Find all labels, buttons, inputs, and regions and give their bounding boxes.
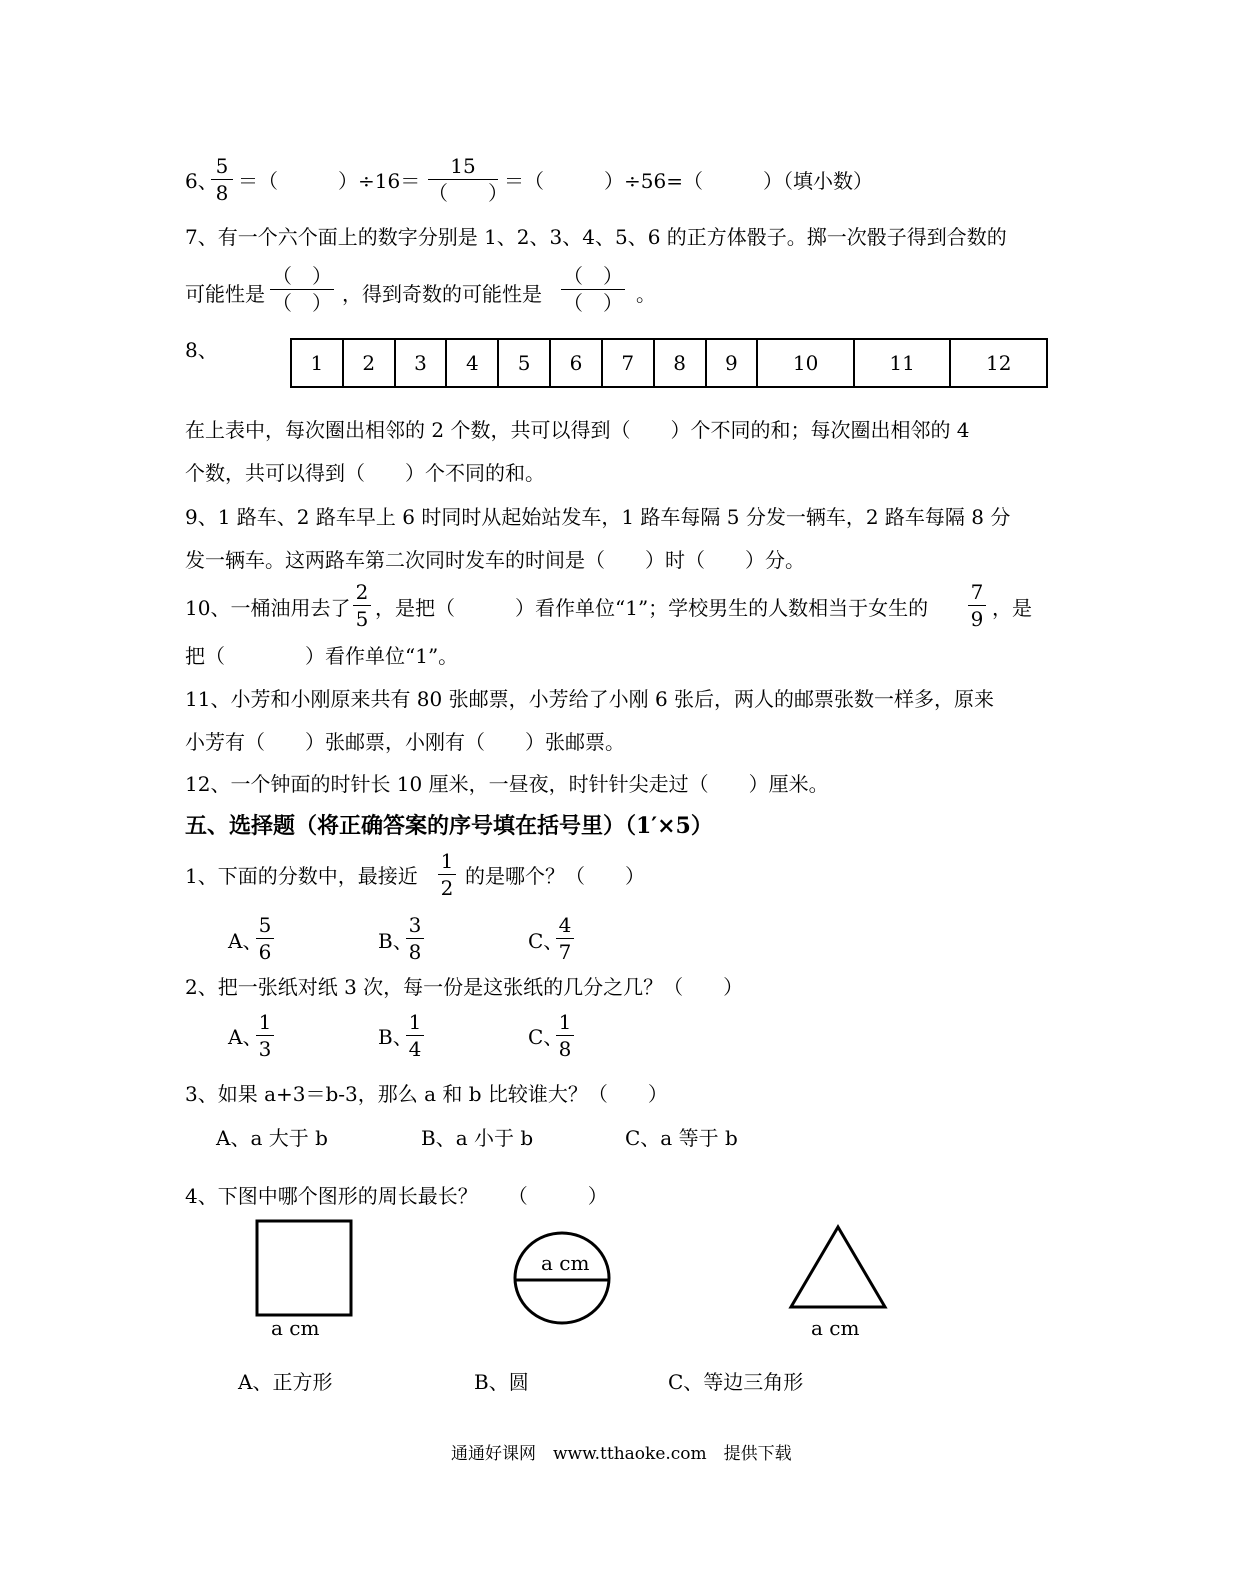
q7-blank-fraction-1: （ ） （ ） <box>272 264 332 315</box>
q6-fraction: 5 8 <box>211 156 233 203</box>
table-cell: 4 <box>446 339 498 387</box>
table-cell: 8 <box>654 339 706 387</box>
c3-option-a: A、a 大于 b <box>216 1126 328 1150</box>
circle-diameter-label: a cm <box>541 1251 590 1275</box>
table-cell: 12 <box>950 339 1047 387</box>
c1-option-b-fraction: 3 8 <box>406 915 424 962</box>
c2-option-a-fraction: 1 3 <box>256 1012 274 1059</box>
table-cell: 7 <box>602 339 654 387</box>
q10-line-2: 把（ ）看作单位“1”。 <box>185 644 459 668</box>
circle-figure <box>512 1230 612 1326</box>
table-cell: 1 <box>291 339 343 387</box>
c1-fraction: 1 2 <box>438 851 456 898</box>
q10-text-1: 10、一桶油用去了 <box>185 596 351 620</box>
q7-suffix: 。 <box>636 282 656 306</box>
q9-line-1: 9、1 路车、2 路车早上 6 时同时从起始站发车，1 路车每隔 5 分发一辆车，2 路车每隔 8 分 <box>185 505 1011 529</box>
q6-text-2: ＝（ ）÷56=（ ）（填小数） <box>504 169 873 193</box>
q8-line-2: 个数，共可以得到（ ）个不同的和。 <box>185 461 545 485</box>
c2-option-a-label: A、 <box>228 1025 263 1049</box>
c3-option-c: C、a 等于 b <box>625 1126 738 1150</box>
c1-text-1: 1、下面的分数中，最接近 <box>185 864 418 888</box>
q7-prefix: 可能性是 <box>185 282 265 306</box>
c2-option-c-fraction: 1 8 <box>556 1012 574 1059</box>
c1-option-b-label: B、 <box>378 929 413 953</box>
q10-text-2: ，是把（ ）看作单位“1”；学校男生的人数相当于女生的 <box>375 596 929 620</box>
q7-line-1: 7、有一个六个面上的数字分别是 1、2、3、4、5、6 的正方体骰子。掷一次骰子得到合数的 <box>185 225 1007 249</box>
c1-text-2: 的是哪个？（ ） <box>465 864 645 888</box>
q10-fraction-1: 2 5 <box>353 582 371 629</box>
table-cell: 5 <box>498 339 550 387</box>
square-side-label: a cm <box>271 1316 320 1340</box>
c2-option-b-label: B、 <box>378 1025 413 1049</box>
q11-line-2: 小芳有（ ）张邮票，小刚有（ ）张邮票。 <box>185 730 625 754</box>
c4-question: 4、下图中哪个图形的周长最长？ （ ） <box>185 1184 608 1208</box>
q7-blank-fraction-2: （ ） （ ） <box>563 264 623 315</box>
c3-question: 3、如果 a+3＝b-3，那么 a 和 b 比较谁大？（ ） <box>185 1082 668 1106</box>
q8-number: 8、 <box>185 338 218 362</box>
square-figure <box>255 1219 353 1317</box>
c1-option-a-fraction: 5 6 <box>256 915 274 962</box>
q6-text-1: ＝（ ）÷16＝ <box>238 169 421 193</box>
c4-option-c: C、等边三角形 <box>668 1370 804 1394</box>
q11-line-1: 11、小芳和小刚原来共有 80 张邮票，小芳给了小刚 6 张后，两人的邮票张数一样多，原来 <box>185 687 995 711</box>
c3-option-b: B、a 小于 b <box>421 1126 534 1150</box>
table-cell: 3 <box>395 339 447 387</box>
c4-option-a: A、正方形 <box>238 1370 333 1394</box>
table-cell: 11 <box>854 339 951 387</box>
q10-fraction-2: 7 9 <box>968 582 986 629</box>
table-cell: 2 <box>343 339 395 387</box>
c1-option-c-label: C、 <box>528 929 564 953</box>
c1-option-a-label: A、 <box>228 929 263 953</box>
q7-middle: ，得到奇数的可能性是 <box>342 282 542 306</box>
q6-number: 6、 <box>185 169 218 193</box>
c2-option-c-label: C、 <box>528 1025 564 1049</box>
c2-option-b-fraction: 1 4 <box>406 1012 424 1059</box>
q12-line-1: 12、一个钟面的时针长 10 厘米，一昼夜，时针针尖走过（ ）厘米。 <box>185 772 829 796</box>
q9-line-2: 发一辆车。这两路车第二次同时发车的时间是（ ）时（ ）分。 <box>185 548 805 572</box>
number-table <box>290 338 1048 388</box>
q6-fraction-2: 15 （ ） <box>428 154 508 205</box>
section-5-title: 五、选择题（将正确答案的序号填在括号里）（1′×5） <box>185 813 713 839</box>
q10-text-3: ，是 <box>992 596 1032 620</box>
triangle-figure <box>788 1224 888 1310</box>
c4-option-b: B、圆 <box>474 1370 529 1394</box>
c1-option-c-fraction: 4 7 <box>556 915 574 962</box>
c2-question: 2、把一张纸对纸 3 次，每一份是这张纸的几分之几？（ ） <box>185 975 744 999</box>
footer-text: 通通好课网 www.tthaoke.com 提供下载 <box>451 1444 792 1464</box>
table-cell: 6 <box>550 339 602 387</box>
table-cell: 9 <box>706 339 758 387</box>
q8-line-1: 在上表中，每次圈出相邻的 2 个数，共可以得到（ ）个不同的和；每次圈出相邻的 4 <box>185 418 970 442</box>
table-cell: 10 <box>757 339 854 387</box>
triangle-side-label: a cm <box>811 1316 860 1340</box>
